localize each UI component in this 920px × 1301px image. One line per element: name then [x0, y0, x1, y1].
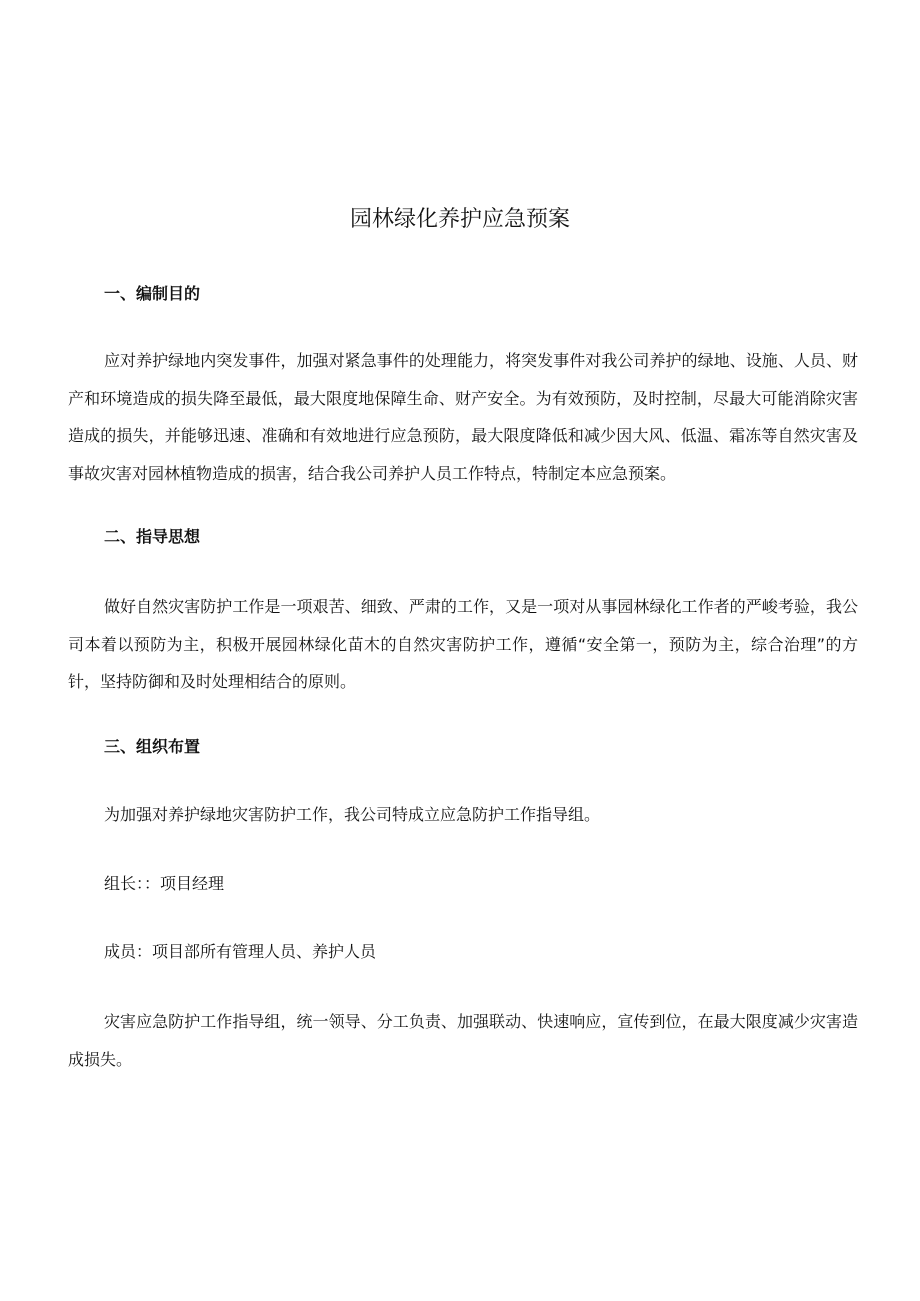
section-1-body: 应对养护绿地内突发事件，加强对紧急事件的处理能力，将突发事件对我公司养护的绿地、设施、人员、财产和环境造成的损失降至最低，最大限度地保障生命、财产安全。为有效预防，及时控制，尽最大可能消除灾害造成的损失，并能够迅速、准确和有效地进行应急预防，最大限度降低和减少因大风、低温、霜冻等自然灾害及事故灾害对园林植物造成的损害，结合我公司养护人员工作特点，特制定本应急预案。 [68, 351, 858, 483]
section-3-intro: 为加强对养护绿地灾害防护工作，我公司特成立应急防护工作指导组。 [104, 805, 601, 824]
section-2-body: 做好自然灾害防护工作是一项艰苦、细致、严肃的工作，又是一项对从事园林绿化工作者的严峻考验，我公司本着以预防为主，积极开展园林绿化苗木的自然灾害防护工作，遵循“安全第一，预防为主，综合治理”的方针，坚持防御和及时处理相结合的原则。 [68, 597, 858, 691]
leader-line: 组长：：项目经理 [104, 874, 225, 893]
members-line: 成员：项目部所有管理人员、养护人员 [104, 942, 377, 961]
section-1-heading: 一、编制目的 [104, 284, 201, 303]
document-title: 园林绿化养护应急预案 [349, 207, 570, 232]
section-3-heading: 三、组织布置 [104, 737, 201, 756]
section-3-body: 灾害应急防护工作指导组，统一领导、分工负责、加强联动、快速响应，宣传到位，在最大限度减少灾害造成损失。 [68, 1012, 858, 1069]
section-2-heading: 二、指导思想 [104, 527, 201, 546]
